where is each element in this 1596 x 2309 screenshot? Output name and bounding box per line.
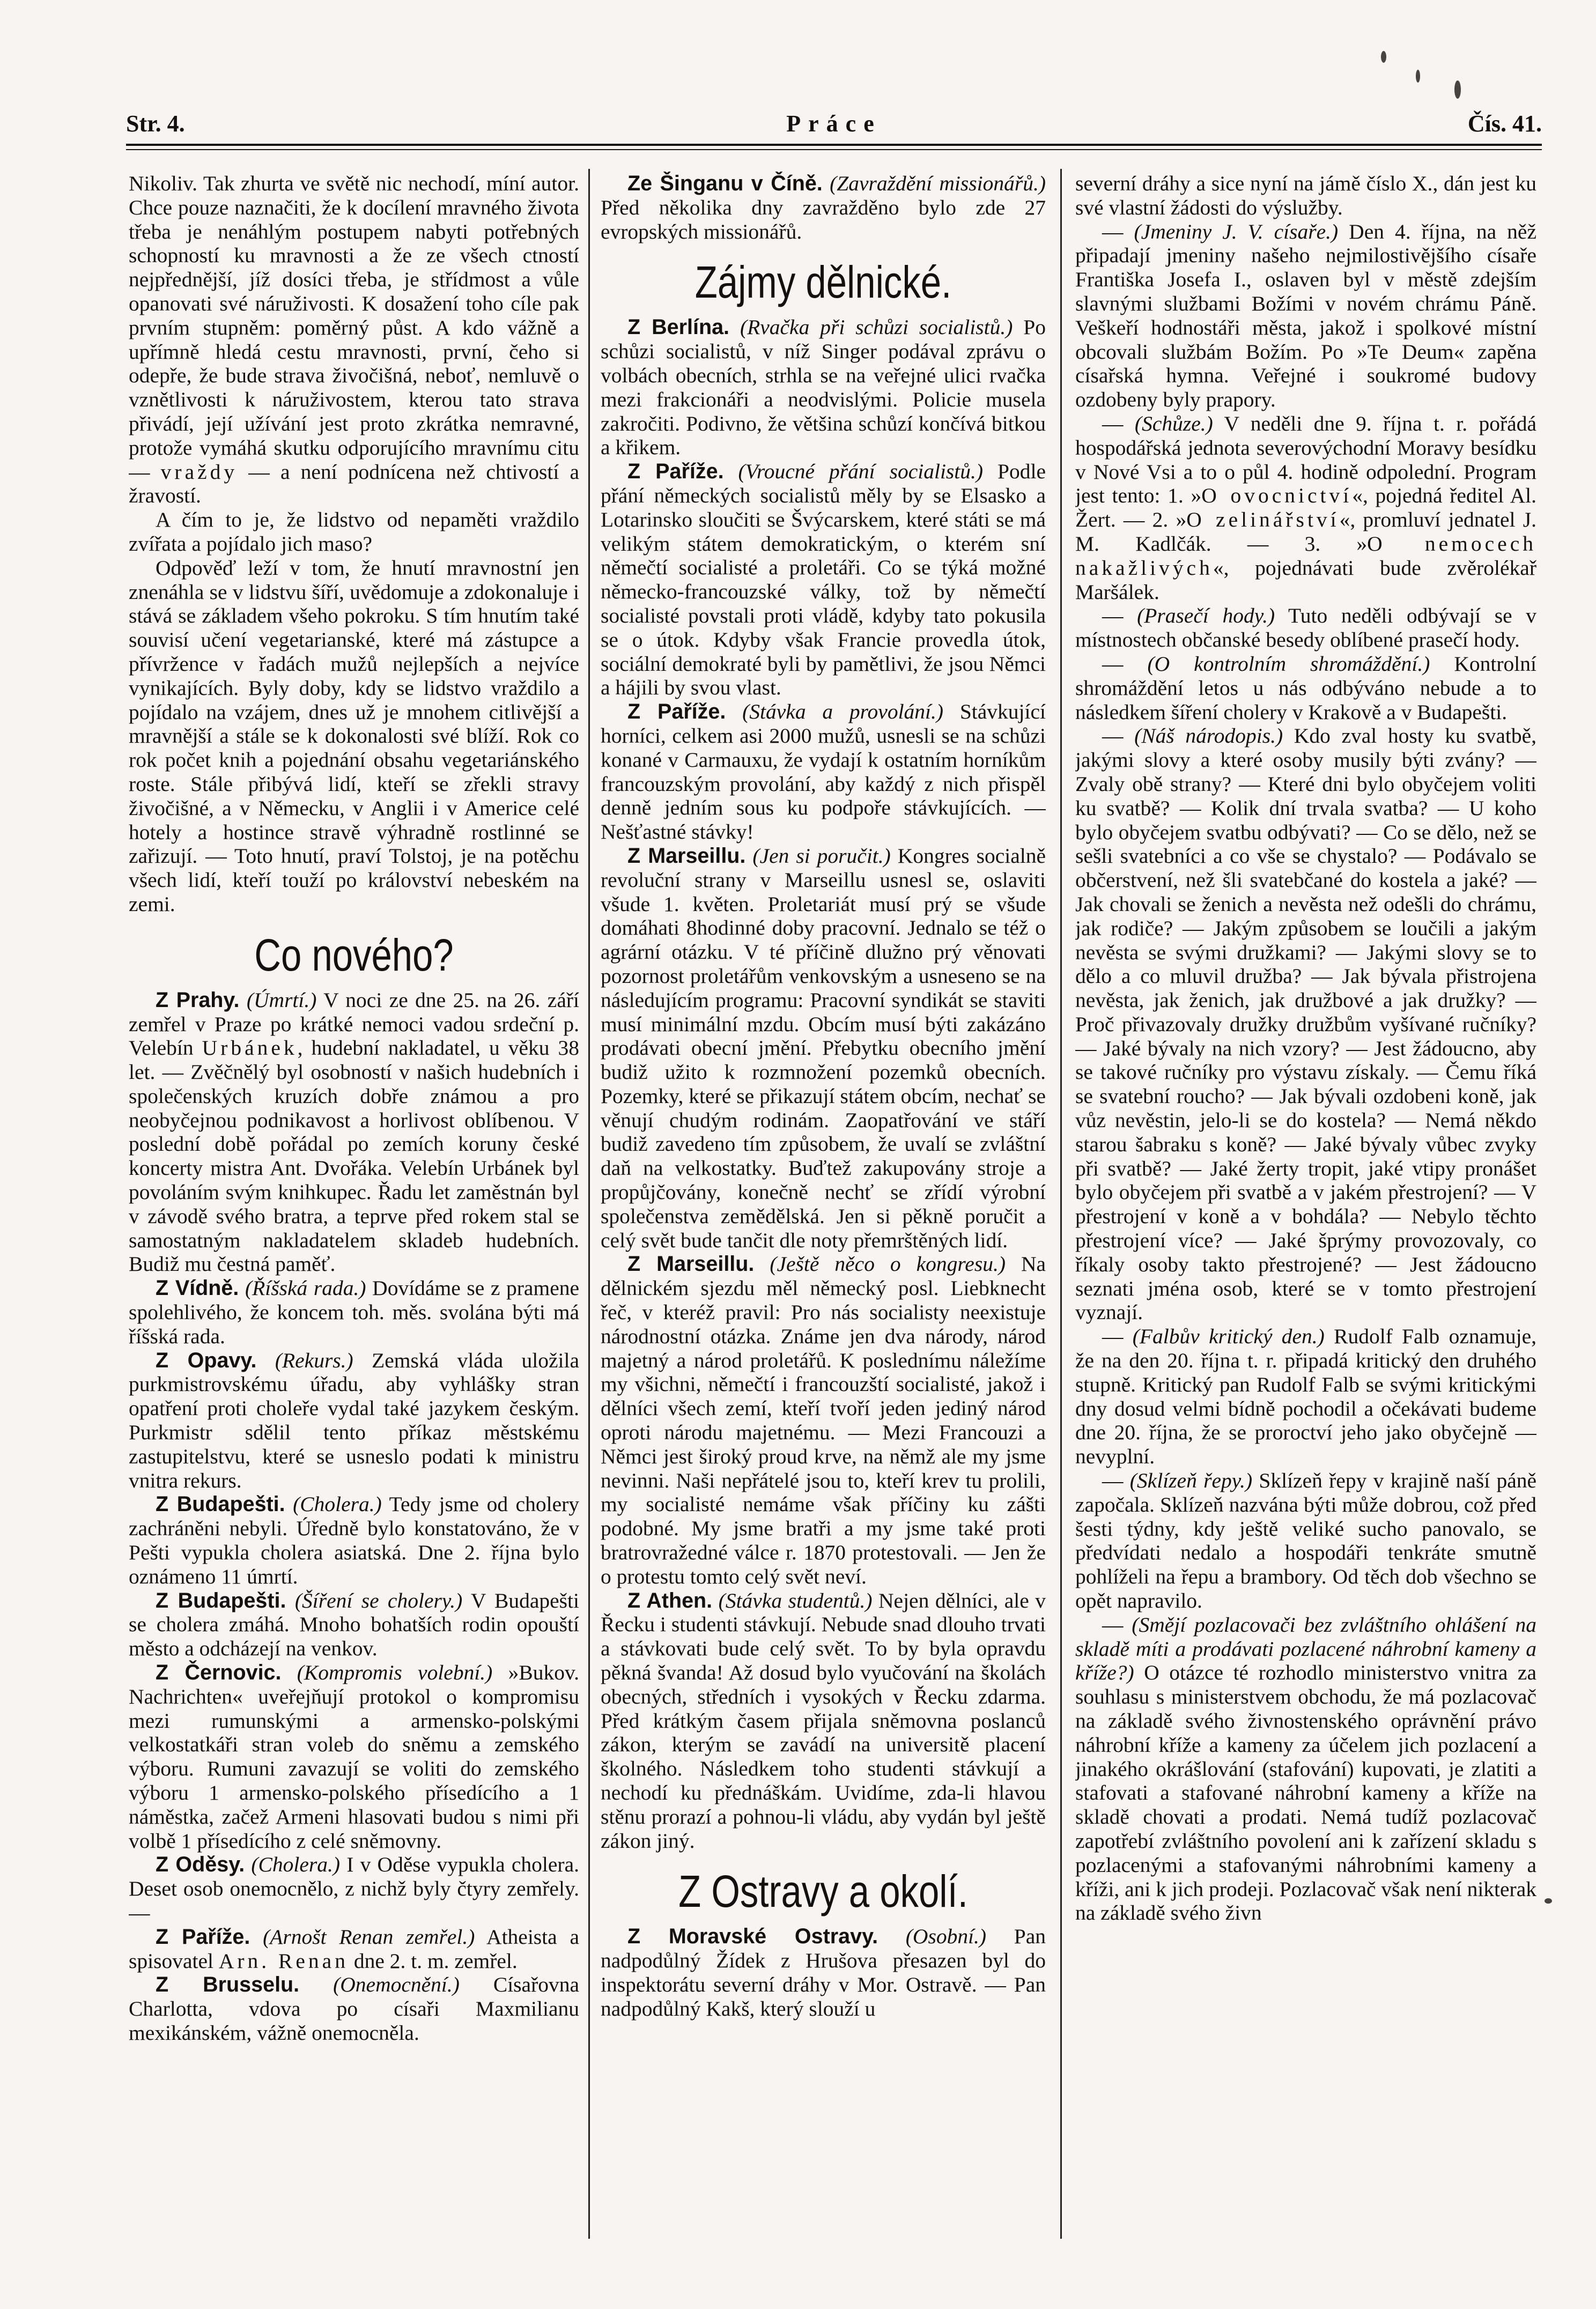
news-item: Z Černovic. (Kompromis volební.) »Bukov. Nachrichten« uveřejňují protokol o kompromisu mezi rumunskými a armensko-polskými velkostatkáři stran voleb do sněmu a zemského výboru. Rumuni zavazují se voliti do zemského výboru 1 armensko-polského přísedícího a 1 náměstka, začež Armeni hlasovati budou s nimi při volbě 1 přísedícího z celé sněmovny. — [129, 1661, 579, 1853]
news-item: — (Sklízeň řepy.) Sklízeň řepy v krajině naší páně započala. Sklízeň nazvána býti může dobrou, což před šesti týdny, kdy ještě veliké sucho panovalo, se předvídati nedalo a hospodáři tenkráte smutně pohlíželi na řepu a brambory. Od těch dob všechno se opět napravilo. — [1075, 1469, 1536, 1613]
article-paragraph: Nikoliv. Tak zhurta ve světě nic nechodí, míní autor. Chce pouze naznačiti, že k docílení mravného života třeba je nenáhlým postupem nabyti potřebných schopností ku mravnosti a že ze všech ctností nejpřednější, jíž dosíci třeba, je střídmost a vůle opanovati své náruživosti. K dosažení toho cíle pak prvním stupněm: poměrný půst. A kdo vážně a upřímně hledá cestu mravnosti, první, čeho si odepře, že bude strava živočišná, neboť, nemluvě o vznětlivosti k náruživostem, kterou tato strava přivádí, její užívání jest proto zkrátka nemravné, protože vymáhá skutku odporujícího mravnímu citu — vraždy — a není podnícena než chtivostí a žravostí. — [129, 172, 579, 508]
news-item: Z Marseillu. (Ještě něco o kongresu.) Na dělnickém sjezdu měl německý posl. Liebknecht řeč, v kteréž pravil: Pro nás socialisty neexistuje národnostní otázka. Známe jen dva národy, národ majetný a národ proletářů. K poslednímu náležíme my všichni, němečtí i francouzští socialisté, jakož i dělníci všech zemí, kteří tvoří jeden jediný národ oproti národu majetnému. — Mezi Francouzi a Němci jest široký proud krve, na němž ale my jsme nevinni. Naši nepřátelé jsou to, kteří krev tu prolili, my socialisté nemáme však příčiny ku zášti podobné. My jsme bratři a my jsme také proti bratrovražedné válce r. 1870 protestovali. — Jen že o protestu tomto celý svět neví. — [601, 1252, 1046, 1588]
page-number: Str. 4. — [126, 110, 185, 137]
news-item: Z Marseillu. (Jen si poručit.) Kongres socialně revoluční strany v Marseillu usnesl se, oslaviti všude 1. květen. Proletariát musí prý se všude domáhati 8hodinné doby pracovní. Jednalo se též o agrární otázku. V té příčině dlužno prý věnovati pozornost proletářům venkovským a usneseno se na následujícím programu: Pracovní syndikát se staviti musí minimální mzdu. Obcím musí býti zakázáno prodávati obecní jmění. Přebytku obecního jmění budiž užito k rozmnožení pozemků obecních. Pozemky, které se přikazují státem obcím, nechať se věnují chudým rodinám. Zaopatřování ve stáří budiž zavedeno tím způsobem, že uvalí se zvláštní daň na velkostatky. Buďtež zakupovány stroje a propůjčovány, konečně nechť se zřídí výrobní společenstva zemědělská. Jen si pěkně poručit a celý svět bude tančit dle noty přemrštěných lidí. — [601, 843, 1046, 1252]
section-heading: Co nového? — [254, 929, 454, 980]
column-divider — [588, 169, 590, 2239]
news-item: Z Budapešti. (Cholera.) Tedy jsme od cholery zachráněni nebyli. Úředně bylo konstatováno, že v Pešti vypukla cholera asiatská. Dne 2. října bylo oznámeno 11 úmrtí. — [129, 1492, 579, 1588]
news-item: Z Paříže. (Stávka a provolání.) Stávkující horníci, celkem asi 2000 mužů, usnesli se na schůzi konané v Carmauxu, že vydají k ostatním horníkům francouzským provolání, aby každý z nich přispěl denně jedním sous ku podpoře stávkujících. — Nešťastné stávky! — [601, 700, 1046, 844]
issue-number: Čís. 41. — [1467, 110, 1542, 137]
news-item: — (Falbův kritický den.) Rudolf Falb oznamuje, že na den 20. října t. r. připadá kritický den druhého stupně. Kritický pan Rudolf Falb se svými kritickými dny dosud velmi bídně pochodil a očekávati budeme dne 20. října, že se proroctví jeho jako obyčejně — nevyplní. — [1075, 1324, 1536, 1469]
scan-speck — [1454, 80, 1461, 99]
header-rule — [126, 144, 1542, 146]
column-1 — [129, 172, 579, 2241]
news-item: severní dráhy a sice nyní na jámě číslo X., dán jest ku své vlastní žádosti do výslužby. — [1075, 172, 1536, 219]
news-item: — (Náš národopis.) Kdo zval hosty ku svatbě, jakými slovy a které osoby musily býti zvány? — Zvaly obě strany? — Které dni bylo obyčejem voliti ku svatbě? — Kolik dní trvala svatba? — U koho bylo obyčejem svatbu odbývati? — Co se dělo, než se sešli svatebníci a co vše se chystalo? — Podávalo se občerstvení, než šli svatebčané do kostela a jaké? — Jak chovali se ženich a nevěsta než odešli do chrámu, jak rodiče? — Jakým způsobem se loučili a jakým nevěsta se svými družkami? — Jakými slovy se to dělo a co mluvil družba? — Jak bývala přistrojena nevěsta, jak ženich, jak družbové a jak družky? — Proč přivazovaly družky družbům vyšívané ručníky? — Jaké bývaly na nich vzory? — Jest žádoucno, aby se takové ručníky pro výstavu získaly. — Čemu říká se svatební roucho? — Jak bývali ozdobeni koně, jak vůz nevěstin, jelo-li se do kostela? — Nemá někdo starou šabraku s koně? — Jaké bývaly vůbec zvyky při svatbě? — Jaké žerty tropit, jaké vtipy pronášet bylo obyčejem při svatbě a v jakém přestrojení? — V přestrojení v koně a v bohdála? — Nebylo těchto přestrojení více? — Jaké šprýmy provozovaly, co říkaly osoby takto přestrojené? — Jest žádoucno seznati jména osob, které se v tomto přestrojení vyznají. — [1075, 724, 1536, 1324]
news-item: — (O kontrolním shromáždění.) Kontrolní shromáždění letos u nás odbýváno nebude a to následkem šíření cholery v Krakově a v Budapešti. — [1075, 652, 1536, 724]
section-heading: Z Ostravy a okolí. — [678, 1866, 968, 1917]
news-item: Z Paříže. (Arnošt Renan zemřel.) Atheista a spisovatel Arn. Renan dne 2. t. m. zemřel. — [129, 1925, 579, 1973]
news-item: — (Schůze.) V neděli dne 9. října t. r. pořádá hospodářská jednota severovýchodní Moravy besídku v Nové Vsi a to o půl 4. hodině odpolední. Program jest tento: 1. »O ovocnictví«, pojedná ředitel Al. Žert. — 2. »O zelinářství«, promluví jednatel J. M. Kadlčák. — 3. »O nemocech nakažlivých«, pojednávati bude zvěrolékař Maršálek. — [1075, 411, 1536, 604]
scan-speck — [1416, 70, 1420, 83]
article-paragraph: Odpověď leží v tom, že hnutí mravnostní jen znenáhla se v lidstvu šíří, uvědomuje a zdokonaluje i stává se základem všeho pokroku. S tím hnutím také souvisí učení vegetarianské, které má zástupce a přívržence v řadách mužů nejlepších a nejvíce vynikajících. Byly doby, kdy se lidstvo vraždilo a pojídalo na vzájem, dnes už je mnohem citlivější a mravnější a stále se k dokonalosti své blíží. Rok co rok počet knih a pojednání obsahu vegetariánského roste. Stále přibývá lidí, kteří se zřekli stravy živočišné, a v Německu, v Anglii i v Americe celé hotely a hostince stravě výhradně rostlinné se zařizují. — Toto hnutí, praví Tolstoj, je na potěchu všech lidí, kteří touží po království nebeském na zemi. — [129, 556, 579, 916]
newspaper-title: Práce — [786, 110, 882, 137]
column-divider — [1060, 169, 1062, 2239]
news-item: — (Prasečí hody.) Tuto neděli odbývají se v místnostech občanské besedy oblíbené prasečí hody. — [1075, 604, 1536, 652]
news-item: Z Moravské Ostravy. (Osobní.) Pan nadpodůlný Žídek z Hrušova přesazen byl do inspektorátu severní dráhy v Mor. Ostravě. — Pan nadpodůlný Kakš, který slouží u — [601, 1925, 1046, 2021]
news-item: Z Oděsy. (Cholera.) I v Oděse vypukla cholera. Deset osob onemocnělo, z nichž byly čtyry zemřely. — — [129, 1853, 579, 1925]
header-rule-thin — [126, 149, 1542, 150]
news-item: Z Prahy. (Úmrtí.) V noci ze dne 25. na 26. září zemřel v Praze po krátké nemoci vadou srdeční p. Velebín Urbánek, hudební nakladatel, u věku 38 let. — Zvěčnělý byl osobností v našich hudebních i společenských kruzích dobře známou a pro neobyčejnou podnikavost a horlivost oblíbenou. V poslední době pořádal po zemích koruny české koncerty mistra Ant. Dvořáka. Velebín Urbánek byl povoláním svým knihkupec. Řadu let zaměstnán byl v závodě svého bratra, a teprve před rokem stal se samostatným nakladatelem skladeb hudebních. Budiž mu čestná paměť. — [129, 988, 579, 1276]
column-2 — [601, 172, 1046, 2241]
column-3 — [1075, 172, 1536, 2241]
news-item: — (Jmeniny J. V. císaře.) Den 4. října, na něž připadají jmeniny našeho nejmilostivějšího císaře Františka Josefa I., oslaven byl v městě zdejším slavnými službami Božími v novém chrámu Páně. Veškeří hodnostáři města, jakož i spolkové místní obcovali službám Božím. Po »Te Deum« zapěna císařská hymna. Veřejné i soukromé budovy ozdobeny byly prapory. — [1075, 219, 1536, 412]
news-item: Z Berlína. (Rvačka při schůzi socialistů.) Po schůzi socialistů, v níž Singer podával zprávu o volbách obecních, strhla se na veřejné ulici rvačka mezi frakcionáři a neodvislými. Policie musela zakročiti. Podivno, že většina schůzí končívá bitkou a křikem. — [601, 315, 1046, 460]
section-heading: Zájmy dělnické. — [694, 257, 952, 308]
news-item: Z Budapešti. (Šíření se cholery.) V Budapešti se cholera zmáhá. Mnoho bohatších rodin opouští město a odcházejí na venkov. — [129, 1588, 579, 1661]
news-item: Z Vídně. (Říšská rada.) Dovídáme se z pramene spolehlivého, že koncem toh. měs. svolána býti má říšská rada. — [129, 1276, 579, 1348]
article-paragraph: A čím to je, že lidstvo od nepaměti vraždilo zvířata a pojídalo jich maso? — [129, 508, 579, 556]
news-item: — (Smějí pozlacovači bez zvláštního ohlášení na skladě míti a prodávati pozlacené náhrobní kameny a kříže?) O otázce té rozhodlo ministerstvo vnitra za souhlasu s ministerstvem obchodu, že má pozlacovač na základě svého živnostenského oprávnění právo náhrobní kříže a kameny za účelem jich pozlacení a jinakého okrášlování (stafování) kupovati, je zlatiti a stafovati a stafované náhrobní kameny a kříže na skladě chovati a prodati. Nemá tudíž pozlacovač zapotřebí zvláštního povolení ani k zařízení skladu s pozlacenými a stafovanými náhrobními kameny a kříži, ani k jich prodeji. Pozlacovač však není nikterak na základě svého živn — [1075, 1612, 1536, 1925]
news-item: Z Brusselu. (Onemocnění.) Císařovna Charlotta, vdova po císaři Maxmilianu mexikánském, vážně onemocněla. — [129, 1973, 579, 2045]
scan-speck — [1545, 1898, 1552, 1904]
page-header — [126, 110, 1542, 142]
news-item: Z Paříže. (Vroucné přání socialistů.) Podle přání německých socialistů měly by se Elsasko a Lotarinsko sloučiti se Švýcarskem, které státi se má velikým státem demokratickým, o kterém sní němečtí socialisté a proletáři. Co se týká možné německo-francouzské války, tož by němečtí socialisté povstali proti vládě, kdyby tato pokusila se o útok. Kdyby však Francie provedla útok, sociální demokraté byli by pamětlivi, že jsou Němci a hájili by svou vlast. — [601, 460, 1046, 700]
scan-speck — [1381, 51, 1386, 63]
news-item: Ze Šinganu v Číně. (Zavraždění missionářů.) Před několika dny zavražděno bylo zde 27 evropských missionářů. — [601, 172, 1046, 243]
news-item: Z Opavy. (Rekurs.) Zemská vláda uložila purkmistrovskému úřadu, aby vyhlášky stran opatření proti choleře vydal také jazykem českým. Purkmistr sdělil tento příkaz městskému zastupitelstvu, které se usneslo podati k ministru vnitra rekurs. — [129, 1348, 579, 1492]
news-item: Z Athen. (Stávka studentů.) Nejen dělníci, ale v Řecku i studenti stávkují. Nebude snad dlouho trvati a stávkovati bude celý svět. To by byla opravdu pěkná švanda! Až dosud bylo vyučování na školách obecných, středních i vysokých v Řecku zdarma. Před krátkým časem přijala sněmovna poslanců zákon, kterým se zavádí na universitě placení školného. Následkem toho studenti stávkují a nechodí ku přednáškám. Uvidíme, zda-li hlavou stěnu prorazí a pohnou-li vládu, aby vydán byl ještě zákon jiný. — [601, 1588, 1046, 1853]
